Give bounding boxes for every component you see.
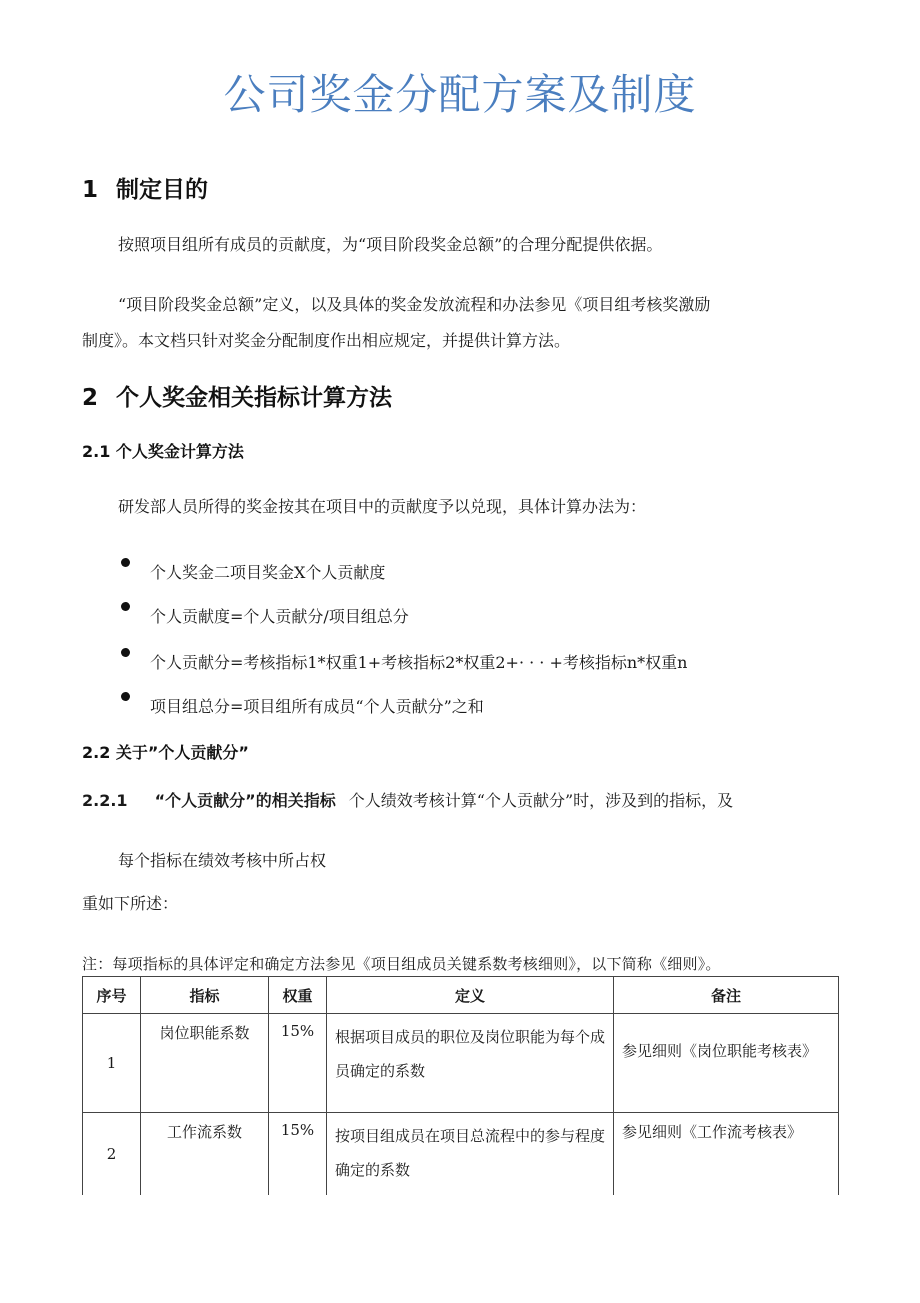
section-2-2-heading: 2.2 关于”个人贡献分” — [82, 743, 249, 762]
section-2-heading — [82, 379, 392, 412]
cell-indicator: 工作流系数 — [141, 1113, 269, 1196]
cell-definition: 按项目组成员在项目总流程中的参与程度确定的系数 — [327, 1113, 614, 1196]
cell-weight: 15% — [269, 1014, 327, 1113]
section-2-2-1-line — [82, 790, 733, 812]
cell-indicator: 岗位职能系数 — [141, 1014, 269, 1113]
section-1-number: 1 — [82, 177, 99, 203]
bullet-item-2: 个人贡献度=个人贡献分/项目组总分 — [150, 607, 409, 626]
section-2-2-1-title: “个人贡献分”的相关指标 — [154, 791, 336, 810]
section-2-1-paragraph: 研发部人员所得的奖金按其在项目中的贡献度予以兑现，具体计算办法为： — [118, 497, 647, 516]
section-1-paragraph-2-line-1: “项目阶段奖金总额”定义，以及具体的奖金发放流程和办法参见《项目组考核奖激励 — [118, 295, 711, 314]
table-row — [83, 1113, 839, 1196]
header-weight: 权重 — [269, 977, 327, 1014]
table-header-row — [83, 977, 839, 1014]
section-1-title: 制定目的 — [116, 177, 208, 203]
header-remark: 备注 — [614, 977, 839, 1014]
section-2-number: 2 — [82, 385, 99, 411]
bullet-item-4: 项目组总分=项目组所有成员“个人贡献分”之和 — [150, 697, 484, 716]
cell-weight: 15% — [269, 1113, 327, 1196]
bullet-dot-icon — [121, 602, 130, 611]
bullet-dot-icon — [121, 692, 130, 701]
bullet-item-3: 个人贡献分=考核指标1*权重1+考核指标2*权重2+· · · +考核指标n*权重n — [150, 653, 688, 672]
cell-remark: 参见细则《岗位职能考核表》 — [614, 1014, 839, 1113]
header-no: 序号 — [83, 977, 141, 1014]
bullet-item-1: 个人奖金二项目奖金X个人贡献度 — [150, 563, 386, 582]
section-1-paragraph-2-line-2: 制度》。本文档只针对奖金分配制度作出相应规定，并提供计算方法。 — [82, 331, 571, 350]
indicator-table — [82, 976, 839, 1195]
section-2-2-1-text: 个人绩效考核计算“个人贡献分”时，涉及到的指标，及 — [348, 791, 734, 810]
cell-remark: 参见细则《工作流考核表》 — [614, 1113, 839, 1196]
section-2-2-1-line-3: 重如下所述： — [82, 894, 179, 913]
section-2-2-1-line-2: 每个指标在绩效考核中所占权 — [118, 851, 327, 870]
cell-definition: 根据项目成员的职位及岗位职能为每个成员确定的系数 — [327, 1014, 614, 1113]
section-1-heading — [82, 171, 208, 204]
header-indicator: 指标 — [141, 977, 269, 1014]
section-1-paragraph-1: 按照项目组所有成员的贡献度，为“项目阶段奖金总额”的合理分配提供依据。 — [118, 235, 663, 254]
cell-no: 1 — [83, 1014, 141, 1113]
table-note: 注：每项指标的具体评定和确定方法参见《项目组成员关键系数考核细则》，以下简称《细则》。 — [82, 955, 721, 973]
section-2-title: 个人奖金相关指标计算方法 — [116, 385, 392, 411]
bullet-dot-icon — [121, 648, 130, 657]
document-title: 公司奖金分配方案及制度 — [223, 70, 697, 119]
section-2-2-1-number: 2.2.1 — [82, 791, 128, 810]
section-2-1-heading: 2.1 个人奖金计算方法 — [82, 442, 244, 461]
header-definition: 定义 — [327, 977, 614, 1014]
bullet-dot-icon — [121, 558, 130, 567]
table-row — [83, 1014, 839, 1113]
cell-no: 2 — [83, 1113, 141, 1196]
